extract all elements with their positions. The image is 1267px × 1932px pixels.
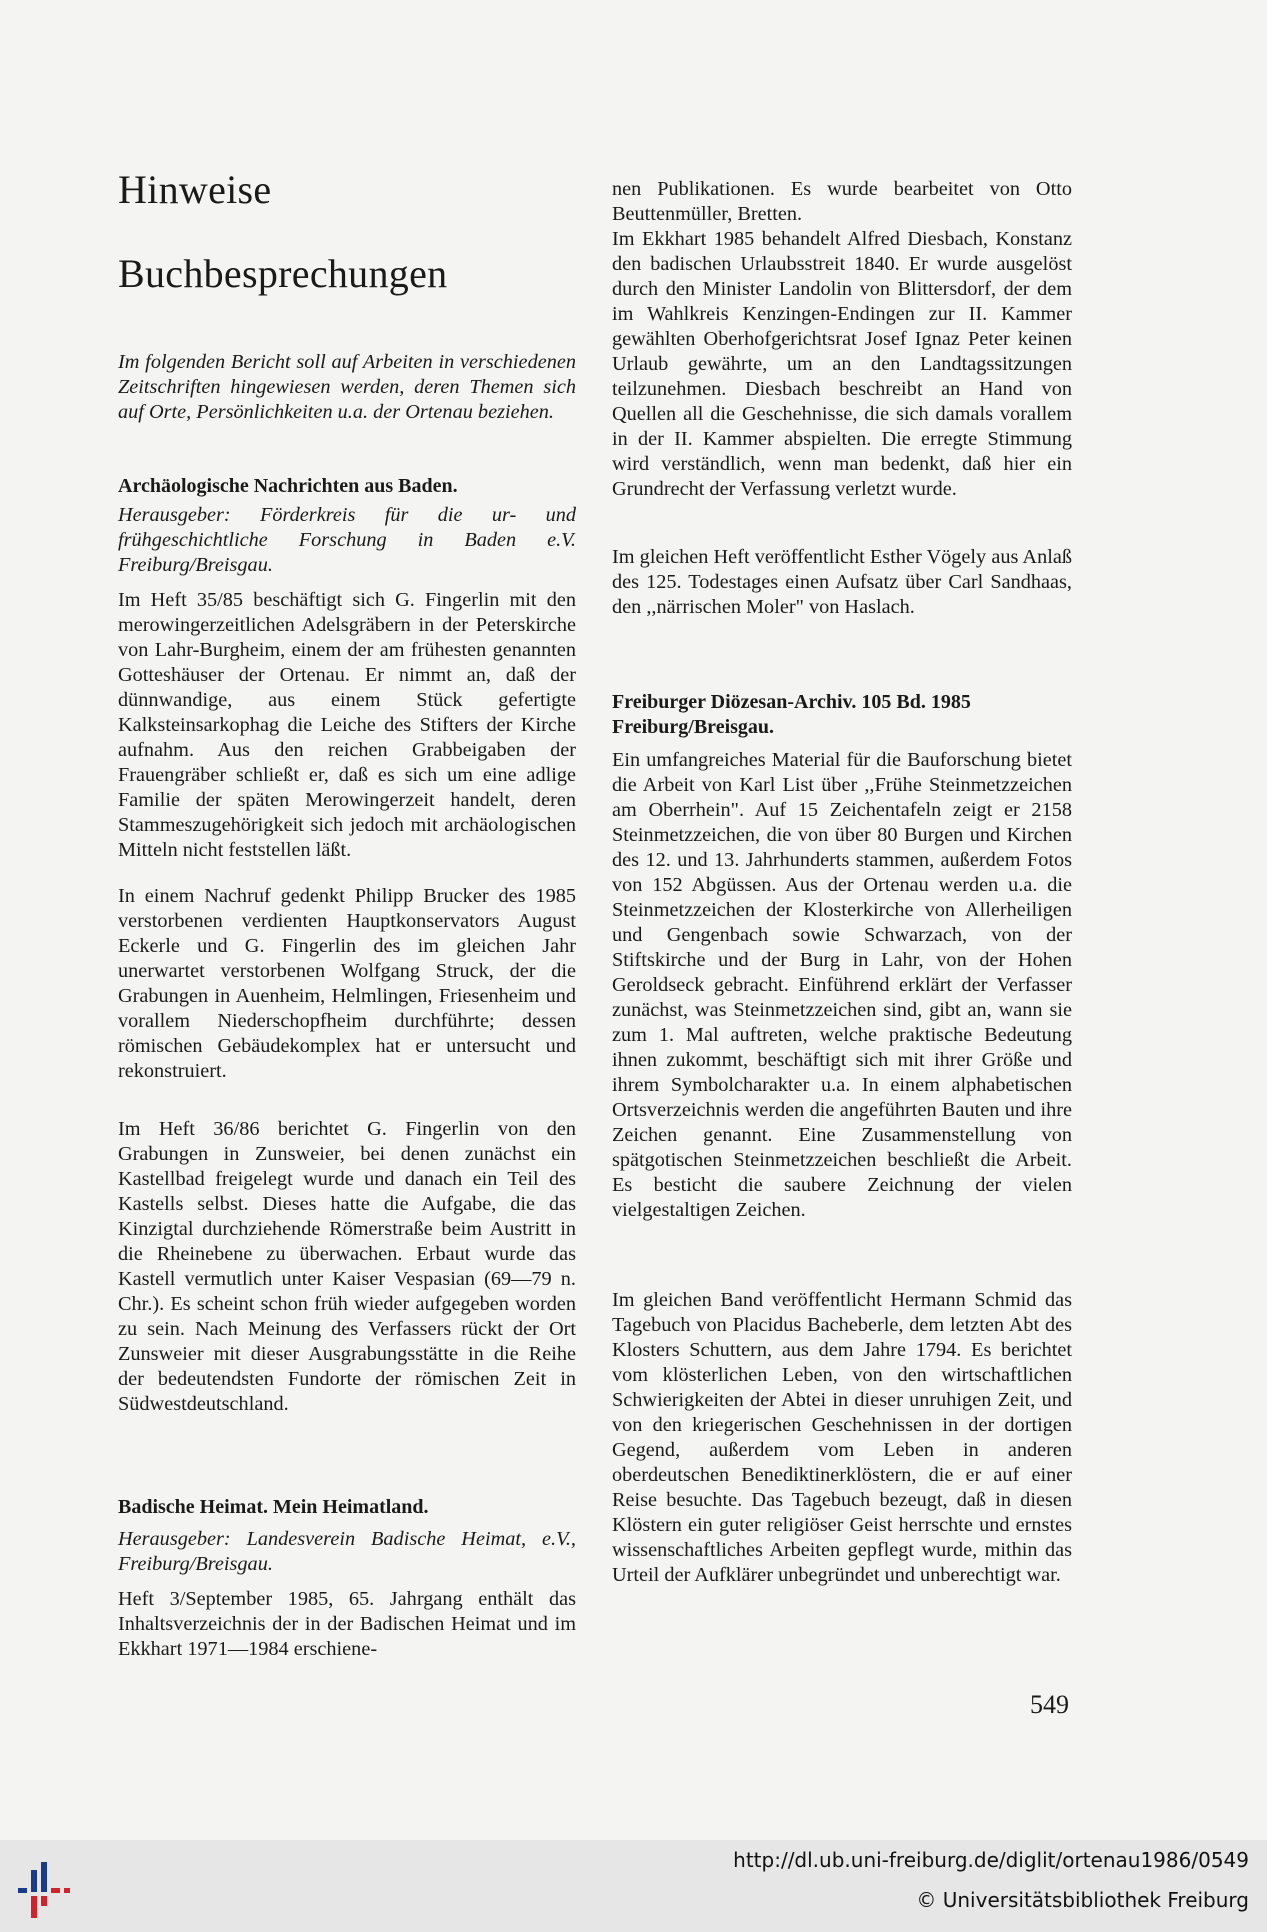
paragraph: Heft 3/September 1985, 65. Jahrgang enthält das Inhaltsverzeichnis der in der Badischen Heimat und im Ekkhart 1971—1984 erschiene- — [118, 1588, 576, 1660]
paragraph: Im Heft 36/86 berichtet G. Fingerlin von den Grabungen in Zunsweier, bei denen zunächst ein Kastellbad freigelegt wurde und danach ein Teil des Kastells selbst. Dieses hatte die Aufgabe, die das Kinzigtal durchziehende Römerstraße beim Austritt in die Rheinebene zu überwachen. Erbaut wurde das Kastell vermutlich unter Kaiser Vespasian (69—79 n. Chr.). Es scheint schon früh wieder aufgegeben worden zu sein. Nach Meinung des Verfassers rückt der Ort Zunsweier mit dieser Ausgrabungsstätte in die Reihe der bedeutendsten Fundorte der römischen Zeit in Südwestdeutschland. — [118, 1118, 576, 1415]
paragraph: In einem Nachruf gedenkt Philipp Brucker des 1985 verstorbenen verdienten Hauptkonservators August Eckerle und G. Fingerlin des im gleichen Jahr unerwartet verstorbenen Wolfgang Struck, der die Grabungen in Auenheim, Helmlingen, Friesenheim und vorallem Niederschopfheim durchführte; dessen römischen Gebäudekomplex hat er untersucht und rekonstruiert. — [118, 885, 576, 1082]
section-publisher-archaeologische: Herausgeber: Förderkreis für die ur- und frühgeschichtliche Forschung in Baden e.V. Freiburg/Breisgau. — [118, 504, 576, 576]
section-title-freiburger-dioezesan: Freiburger Diözesan-Archiv. 105 Bd. 1985 Freiburg/Breisgau. — [612, 691, 971, 738]
permalink-url[interactable]: http://dl.ub.uni-freiburg.de/diglit/ortenau1986/0549 — [733, 1848, 1249, 1872]
paragraph: Ein umfangreiches Material für die Bauforschung bietet die Arbeit von Karl List über ,,Frühe Steinmetzzeichen am Oberrhein". Auf 15 Zeichentafeln zeigt er 2158 Steinmetzzeichen, die von über 80 Burgen und Kirchen des 12. und 13. Jahrhunderts stammen, außerdem Fotos von 152 Abgüssen. Aus der Ortenau werden u.a. die Steinmetzzeichen der Klosterkirche von Allerheiligen und Gengenbach sowie Schwarzach, von der Stiftskirche und der Burg in Lahr, von der Hohen Geroldseck gebracht. Einführend erklärt der Verfasser zunächst, was Steinmetzzeichen sind, gibt an, wann sie zum 1. Mal auftreten, welche praktische Bedeutung ihnen zukommt, beschäftigt sich mit ihrer Größe und ihrem Symbolcharakter u.a. In einem alphabetischen Ortsverzeichnis werden die angeführten Bauten und ihre Zeichen genannt. Eine Zusammenstellung von spätgotischen Steinmetzzeichen beschließt die Arbeit. Es besticht die saubere Zeichnung der vielen vielgestaltigen Zeichen. — [612, 749, 1072, 1221]
ub-freiburg-logo-icon — [14, 1860, 74, 1920]
viewer-footer — [0, 1840, 1267, 1932]
paragraph: Im Heft 35/85 beschäftigt sich G. Fingerlin mit den merowingerzeitlichen Adelsgräbern in der Peterskirche von Lahr-Burgheim, einem der am frühesten genannten Gotteshäuser der Ortenau. Er nimmt an, daß der dünnwandige, aus einem Stück gefertigte Kalksteinsarkophag die Leiche des Stifters der Kirche aufnahm. Aus den reichen Grabbeigaben der Frauengräber schließt er, daß es sich um eine adlige Familie der späten Merowingerzeit handelt, deren Stammeszugehörigkeit sich jedoch mit archäologischen Mitteln nicht feststellen läßt. — [118, 589, 576, 861]
page-heading: Hinweise — [118, 167, 272, 212]
section-publisher-badische-heimat: Herausgeber: Landesverein Badische Heimat, e.V., Freiburg/Breisgau. — [118, 1528, 576, 1575]
paragraph: Im gleichen Band veröffentlicht Hermann Schmid das Tagebuch von Placidus Bacheberle, dem letzten Abt des Klosters Schuttern, aus dem Jahre 1794. Es berichtet vom klösterlichen Leben, von den wirtschaftlichen Schwierigkeiten der Abtei in dieser unruhigen Zeit, und von den kriegerischen Geschehnissen in der dortigen Gegend, außerdem vom Leben in anderen oberdeutschen Benediktinerklöstern, die er auf einer Reise besuchte. Das Tagebuch bezeugt, daß in diesen Klöstern ein guter religiöser Geist herrschte und ernstes wissenschaftliches Arbeiten gepflegt wurde, mithin das Urteil der Aufklärer unbegründet und unberechtigt war. — [612, 1289, 1072, 1586]
copyright-notice: © Universitätsbibliothek Freiburg — [916, 1888, 1249, 1912]
section-title-badische-heimat: Badische Heimat. Mein Heimatland. — [118, 1496, 429, 1518]
intro-text: Im folgenden Bericht soll auf Arbeiten in verschiedenen Zeitschriften hingewiesen werden, deren Themen sich auf Orte, Persönlichkeiten u.a. der Ortenau beziehen. — [118, 351, 576, 423]
page-number: 549 — [1030, 1690, 1069, 1719]
paragraph: nen Publikationen. Es wurde bearbeitet von Otto Beuttenmüller, Bretten. — [612, 178, 1072, 225]
section-title-archaeologische: Archäologische Nachrichten aus Baden. — [118, 475, 458, 497]
paragraph: Im Ekkhart 1985 behandelt Alfred Diesbach, Konstanz den badischen Urlaubsstreit 1840. Er wurde ausgelöst durch den Minister Landolin von Blittersdorf, der dem im Wahlkreis Kenzingen-Endingen zur II. Kammer gewählten Oberhofgerichtsrat Josef Ignaz Peter keinen Urlaub gewährte, um an den Landtagssitzungen teilzunehmen. Diesbach beschreibt an Hand von Quellen all die Geschehnisse, die sich damals vorallem in der II. Kammer abspielten. Die erregte Stimmung wird verständlich, wenn man bedenkt, daß hier ein Grundrecht der Verfassung verletzt wurde. — [612, 228, 1072, 500]
page-subheading: Buchbesprechungen — [118, 251, 448, 296]
paragraph: Im gleichen Heft veröffentlicht Esther Vögely aus Anlaß des 125. Todestages einen Aufsatz über Carl Sandhaas, den ,,närrischen Moler" von Haslach. — [612, 546, 1072, 618]
